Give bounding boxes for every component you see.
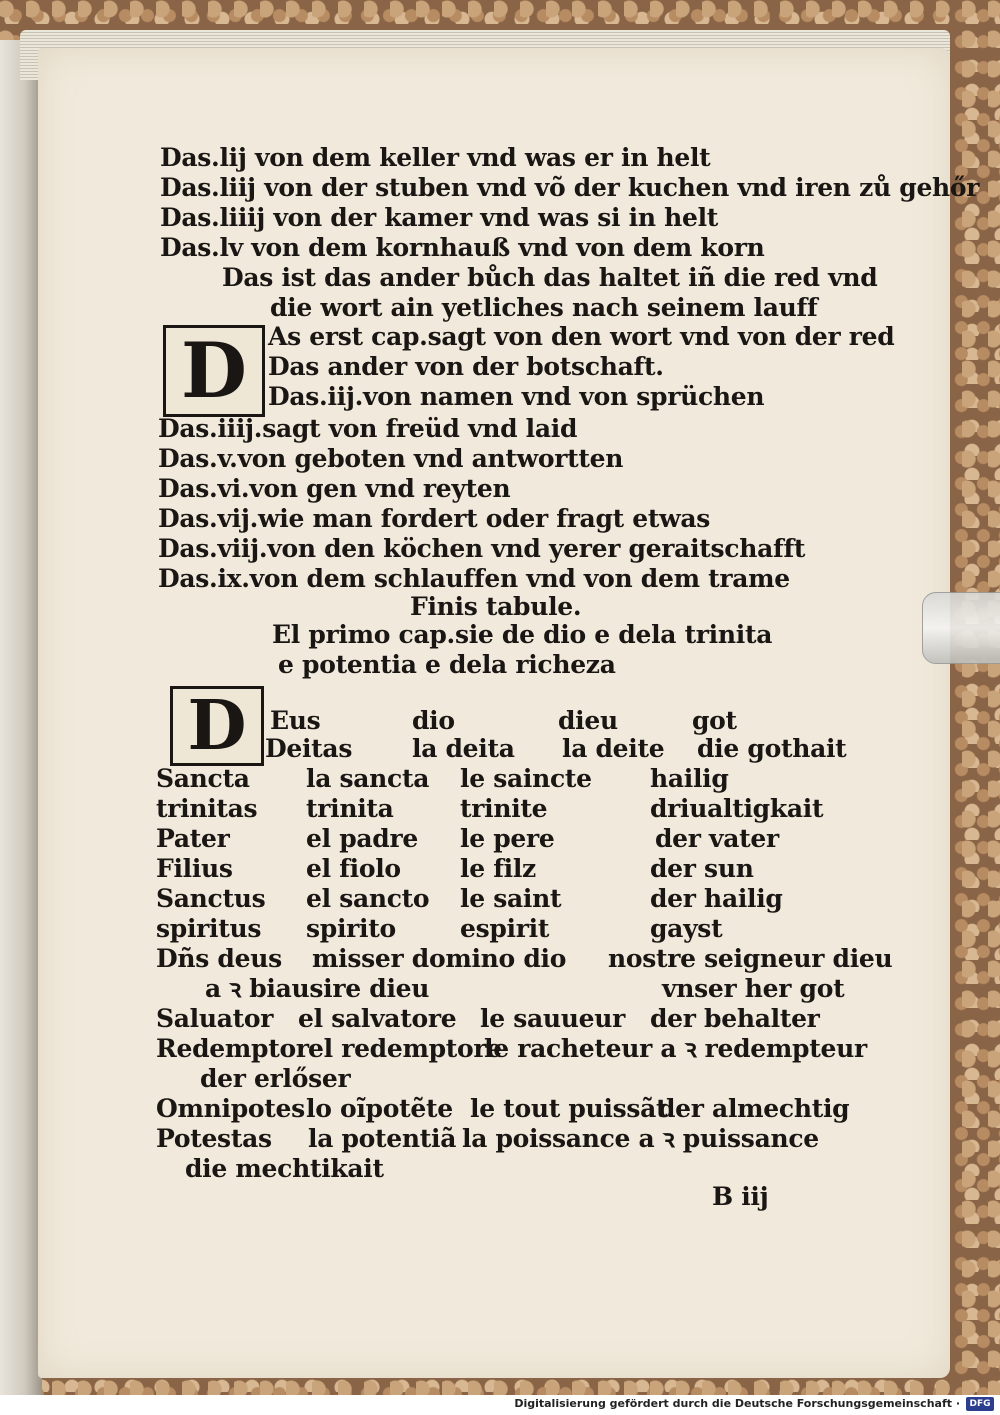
vocab-french: nostre seigneur dieu (608, 944, 893, 973)
finis-tabule: Finis tabule. (410, 592, 582, 621)
vocab-latin: Dñs deus (156, 944, 282, 973)
vocab-italian: spirito (306, 914, 396, 943)
vocab-german: gayst (650, 914, 723, 943)
drop-cap: D (170, 686, 264, 766)
toc-line: Das ander von der botschaft. (268, 352, 664, 381)
vocab-latin: Omnipotes (156, 1094, 305, 1123)
toc-line: Das.viij.von den köchen vnd yerer geraitschafft (158, 534, 806, 563)
vocab-german: got (692, 706, 737, 735)
vocab-german: driualtigkait (650, 794, 824, 823)
footer-bar (0, 1395, 1000, 1415)
vocab-german: der almechtig (658, 1094, 850, 1123)
vocab-german: der sun (650, 854, 754, 883)
vocab-german: der behalter (650, 1004, 820, 1033)
vocab-french: la deite (562, 734, 665, 763)
vocab-french: dieu (558, 706, 618, 735)
vocab-italian: misser domino dio (312, 944, 567, 973)
toc-line: Das.v.von geboten vnd antwortten (158, 444, 624, 473)
vocab-french: le racheteur a ꝛ redempteur (484, 1034, 867, 1063)
chapter-heading: e potentia e dela richeza (278, 650, 616, 679)
toc-line: Das.liiij von der kamer vnd was si in helt (160, 203, 719, 232)
toc-line: Das.vi.von gen vnd reyten (158, 474, 511, 503)
vocab-latin: Sanctus (156, 884, 266, 913)
toc-line: Das.vij.wie man fordert oder fragt etwas (158, 504, 711, 533)
vocab-latin: Deitas (265, 734, 353, 763)
vocab-latin: spiritus (156, 914, 262, 943)
vocab-italian: el salvatore (298, 1004, 457, 1033)
vocab-french: le filz (460, 854, 536, 883)
vocab-latin: Potestas (156, 1124, 272, 1153)
vocab-latin: Sancta (156, 764, 250, 793)
signature-mark: B iij (712, 1182, 769, 1211)
vocab-italian: dio (412, 706, 455, 735)
vocab-italian: la deita (412, 734, 515, 763)
vocab-italian: la potentiã (308, 1124, 457, 1153)
dfg-logo: DFG (966, 1397, 994, 1411)
page-clip (922, 592, 1000, 664)
vocab-latin: Pater (156, 824, 230, 853)
vocab-french: le pere (460, 824, 555, 853)
vocab-latin: Eus (270, 706, 321, 735)
vocab-italian: el sancto (306, 884, 430, 913)
vocab-italian: el padre (306, 824, 418, 853)
vocab-german: der erlőser (200, 1064, 351, 1093)
vocab-italian: lo oĩpotẽte (306, 1094, 453, 1123)
toc-line: Das.ix.von dem schlauffen vnd von dem trame (158, 564, 790, 593)
vocab-italian: trinita (306, 794, 394, 823)
vocab-french: le saincte (460, 764, 592, 793)
vocab-italian: el fiolo (306, 854, 401, 883)
vocab-french-cont: a ꝛ biausire dieu (205, 974, 430, 1003)
vocab-latin: Redemptor (156, 1034, 309, 1063)
vocab-german: der hailig (650, 884, 783, 913)
vocab-french: le tout puissãt (470, 1094, 668, 1123)
toc-line: Das.liij von der stuben vnd võ der kuchen vnd iren zů gehőr (160, 173, 980, 202)
toc-line: As erst cap.sagt von den wort vnd von der red (268, 322, 895, 351)
chapter-heading: El primo cap.sie de dio e dela trinita (272, 620, 773, 649)
vocab-french: trinite (460, 794, 548, 823)
vocab-french: le saint (460, 884, 562, 913)
vocab-german: hailig (650, 764, 729, 793)
book-two-heading: Das ist das ander bůch das haltet iñ die red vnd (222, 263, 878, 292)
vocab-latin: trinitas (156, 794, 258, 823)
vocab-french: la poissance a ꝛ puissance (462, 1124, 819, 1153)
vocab-french: espirit (460, 914, 550, 943)
footer-credit: Digitalisierung gefördert durch die Deutsche Forschungsgemeinschaft · (514, 1397, 960, 1410)
vocab-german: vnser her got (662, 974, 845, 1003)
vocab-german: die mechtikait (185, 1154, 384, 1183)
vocab-german: der vater (655, 824, 779, 853)
vocab-italian: la sancta (306, 764, 430, 793)
toc-line: Das.lij von dem keller vnd was er in helt (160, 143, 711, 172)
drop-cap: D (163, 325, 265, 417)
vocab-french: le sauueur (480, 1004, 625, 1033)
vocab-latin: Filius (156, 854, 233, 883)
book-two-heading: die wort ain yetliches nach seinem lauff (270, 293, 818, 322)
vocab-german: die gothait (697, 734, 847, 763)
vocab-italian: el redemptore (308, 1034, 502, 1063)
toc-line: Das.iiij.sagt von freüd vnd laid (158, 414, 578, 443)
toc-line: Das.lv von dem kornhauß vnd von dem korn (160, 233, 765, 262)
vocab-latin: Saluator (156, 1004, 274, 1033)
toc-line: Das.iij.von namen vnd von sprüchen (268, 382, 765, 411)
book-spine-edge (0, 40, 42, 1395)
